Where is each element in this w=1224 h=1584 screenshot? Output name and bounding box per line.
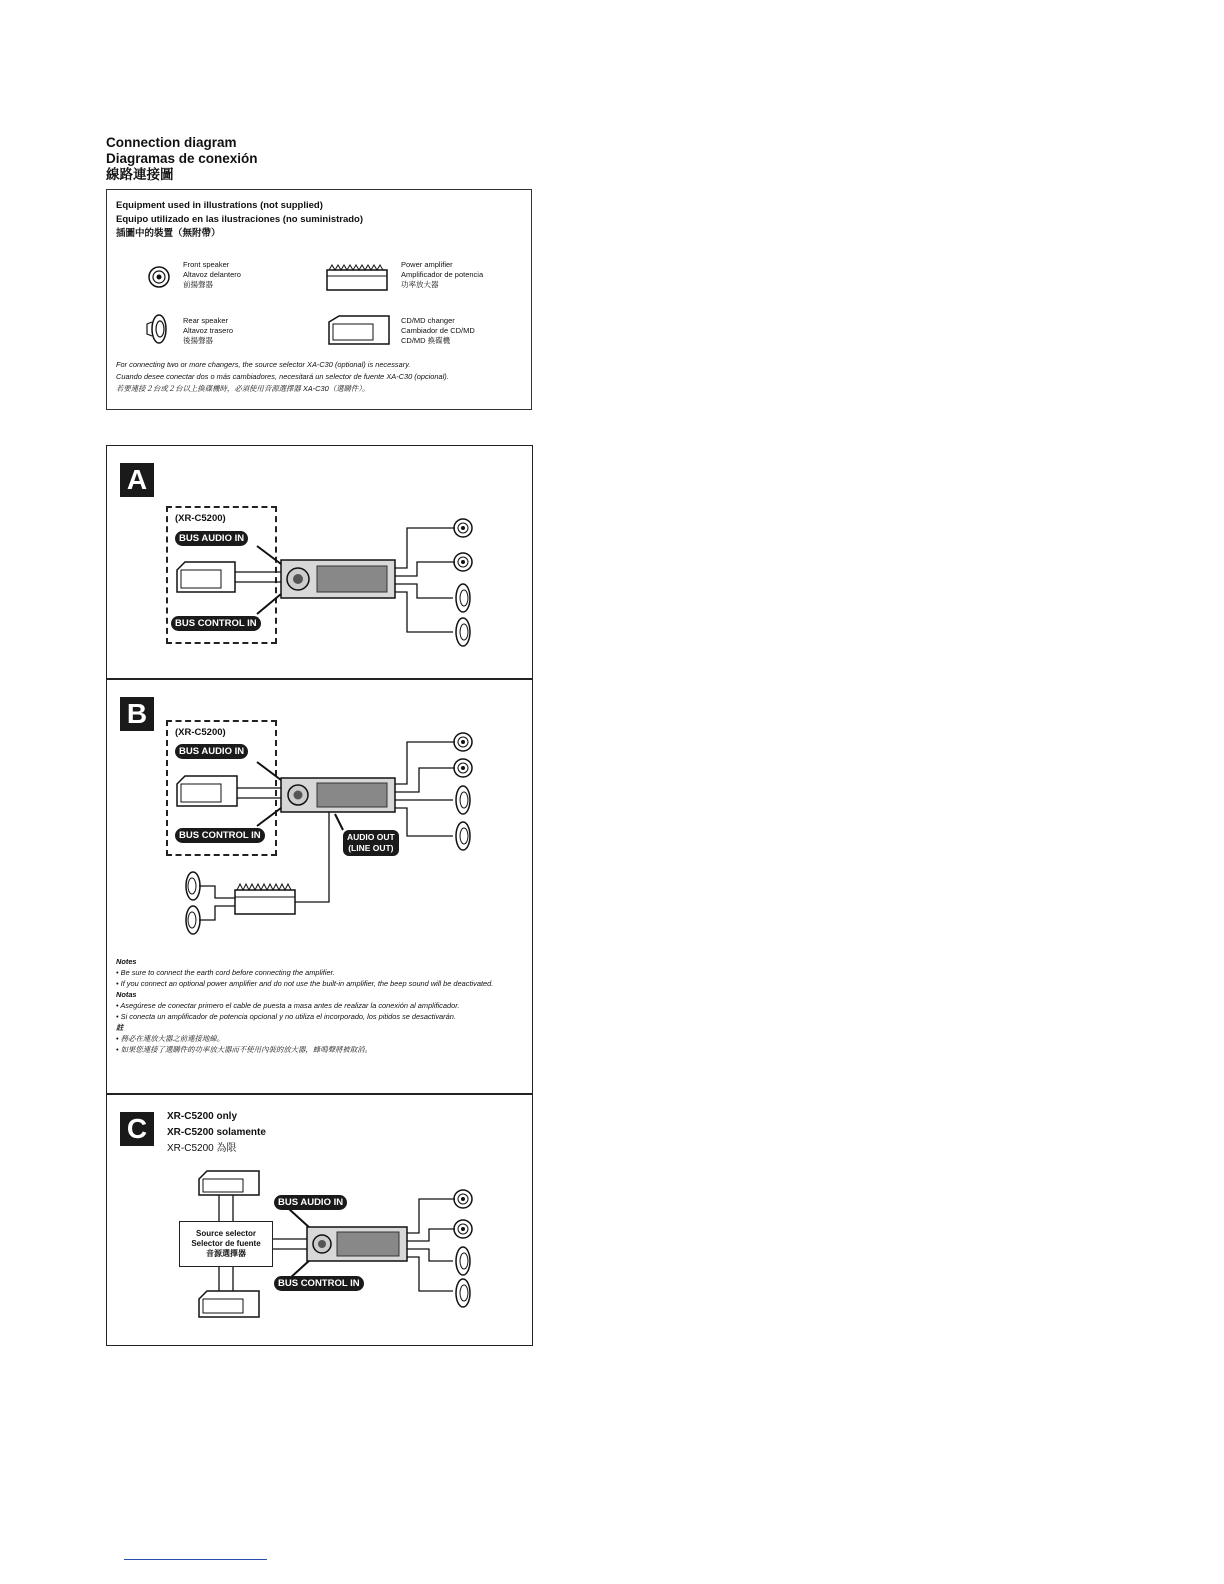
panel-c-rear-speaker-2 [456, 1279, 470, 1307]
front-speaker-es: Altavoz delantero [183, 270, 241, 279]
power-amplifier-icon [327, 265, 387, 290]
panel-a-rear-speaker-1 [456, 584, 470, 612]
panel-b-line-out-label: (LINE OUT) [348, 843, 394, 853]
power-amplifier-es: Amplificador de potencia [401, 270, 484, 279]
heading-es: Diagramas de conexión [106, 151, 258, 166]
panel-b-front-speaker-1 [454, 733, 472, 751]
notes-en-heading: Notes [116, 957, 137, 966]
panel-a-model: (XR-C5200) [175, 513, 226, 524]
panel-c-head-unit [307, 1227, 407, 1261]
panel-c-rear-speaker-1 [456, 1247, 470, 1275]
panel-a-bus-audio-in: BUS AUDIO IN [175, 531, 248, 546]
equipment-note-en: For connecting two or more changers, the source selector XA-C30 (optional) is necessary. [116, 360, 411, 369]
panel-b-amp-speaker-1 [186, 872, 200, 900]
equipment-legend [106, 189, 532, 410]
panel-c-heading-zh: XR-C5200 為限 [167, 1143, 237, 1154]
equipment-note-es: Cuando desee conectar dos o más cambiadores, necesitará un selector de fuente XA-C30 (opcional). [116, 372, 449, 381]
panel-c-heading-en: XR-C5200 only [167, 1111, 238, 1122]
rear-speaker-es: Altavoz trasero [183, 326, 234, 335]
panel-c-changer-top [199, 1171, 259, 1195]
cd-md-changer-icon [329, 316, 389, 344]
panel-b-bus-control-in: BUS CONTROL IN [175, 828, 265, 843]
notes-es-2: • Si conecta un amplificador de potencia opcional y no utiliza el incorporado, los pitidos se desactivarán. [116, 1012, 456, 1021]
heading-zh: 線路連接圖 [106, 167, 174, 182]
panel-a-front-speaker-1 [454, 519, 472, 537]
equipment-title-zh: 插圖中的裝置（無附帶） [116, 228, 221, 239]
notes-zh-2: • 如果您連接了選購件的功率放大器而不使用內裝的放大器，蜂鳴聲將被取消。 [116, 1045, 372, 1054]
notes-en-1: • Be sure to connect the earth cord before connecting the amplifier. [116, 968, 335, 977]
rear-speaker-icon [147, 315, 166, 343]
front-speaker-en: Front speaker [183, 260, 230, 269]
panel-b-rear-speaker-1 [456, 786, 470, 814]
panel-c-source-selector [179, 1221, 273, 1267]
panel-b-power-amplifier [235, 884, 295, 914]
equipment-title-es: Equipo utilizado en las ilustraciones (no suministrado) [116, 214, 364, 225]
notes-es-1: • Asegúrese de conectar primero el cable de puesta a masa antes de realizar la conexión al amplificador. [116, 1001, 460, 1010]
panel-c-front-speaker-2 [454, 1220, 472, 1238]
rear-speaker-en: Rear speaker [183, 316, 229, 325]
panel-c-heading-es: XR-C5200 solamente [167, 1127, 266, 1138]
panel-c-letter: C [120, 1112, 154, 1146]
panel-b-changer-icon [177, 776, 237, 806]
equipment-note-zh: 若要連接２台或２台以上換碟機時，必須使用音源選擇器 XA-C30（選購件）。 [116, 384, 370, 393]
panel-b-front-speaker-2 [454, 759, 472, 777]
cd-md-changer-es: Cambiador de CD/MD [401, 326, 475, 335]
panel-a-bus-control-in: BUS CONTROL IN [171, 616, 261, 631]
panel-a [106, 445, 533, 679]
panel-b-letter: B [120, 697, 154, 731]
panel-b-head-unit [281, 778, 395, 812]
panel-b-model: (XR-C5200) [175, 727, 226, 738]
panel-c-wiring [107, 1095, 534, 1347]
equipment-note [116, 359, 524, 395]
footer-rule [124, 1559, 267, 1560]
panel-c-front-speaker-1 [454, 1190, 472, 1208]
panel-a-head-unit [281, 560, 395, 598]
power-amplifier-zh: 功率放大器 [401, 280, 439, 289]
panel-b-audio-out-label: AUDIO OUT [347, 832, 395, 842]
source-selector-zh: 音源選擇器 [206, 1249, 246, 1258]
panel-b-notes [116, 956, 524, 1055]
power-amplifier-label [401, 260, 483, 290]
panel-b-amp-speaker-2 [186, 906, 200, 934]
notes-es-heading: Notas [116, 990, 137, 999]
front-speaker-icon [149, 267, 169, 287]
heading-en: Connection diagram [106, 135, 237, 150]
panel-a-changer-icon [177, 562, 235, 592]
panel-c-bus-audio-in: BUS AUDIO IN [274, 1195, 347, 1210]
cd-md-changer-label [401, 316, 475, 346]
source-selector-es: Selector de fuente [191, 1239, 261, 1248]
rear-speaker-label [183, 316, 233, 346]
panel-b-rear-speaker-2 [456, 822, 470, 850]
panel-c-bus-control-in: BUS CONTROL IN [274, 1276, 364, 1291]
panel-c-changer-bottom [199, 1291, 259, 1317]
panel-c [106, 1094, 533, 1346]
rear-speaker-zh: 後揚聲器 [183, 336, 213, 345]
notes-zh-1: • 務必在連放大器之前連接地線。 [116, 1034, 225, 1043]
panel-a-rear-speaker-2 [456, 618, 470, 646]
equipment-title-en: Equipment used in illustrations (not supplied) [116, 200, 323, 211]
panel-a-wiring [107, 446, 534, 680]
front-speaker-zh: 前揚聲器 [183, 280, 213, 289]
front-speaker-label [183, 260, 241, 290]
notes-zh-heading: 註 [116, 1023, 124, 1032]
panel-a-letter: A [120, 463, 154, 497]
source-selector-en: Source selector [195, 1229, 257, 1238]
panel-b-bus-audio-in: BUS AUDIO IN [175, 744, 248, 759]
page-heading [106, 135, 258, 183]
power-amplifier-en: Power amplifier [401, 260, 453, 269]
panel-a-front-speaker-2 [454, 553, 472, 571]
cd-md-changer-en: CD/MD changer [401, 316, 455, 325]
cd-md-changer-zh: CD/MD 換碟機 [401, 336, 451, 345]
panel-b [106, 679, 533, 1094]
notes-en-2: • If you connect an optional power amplifier and do not use the built-in amplifier, the beep sound will be deactivated. [116, 979, 494, 988]
